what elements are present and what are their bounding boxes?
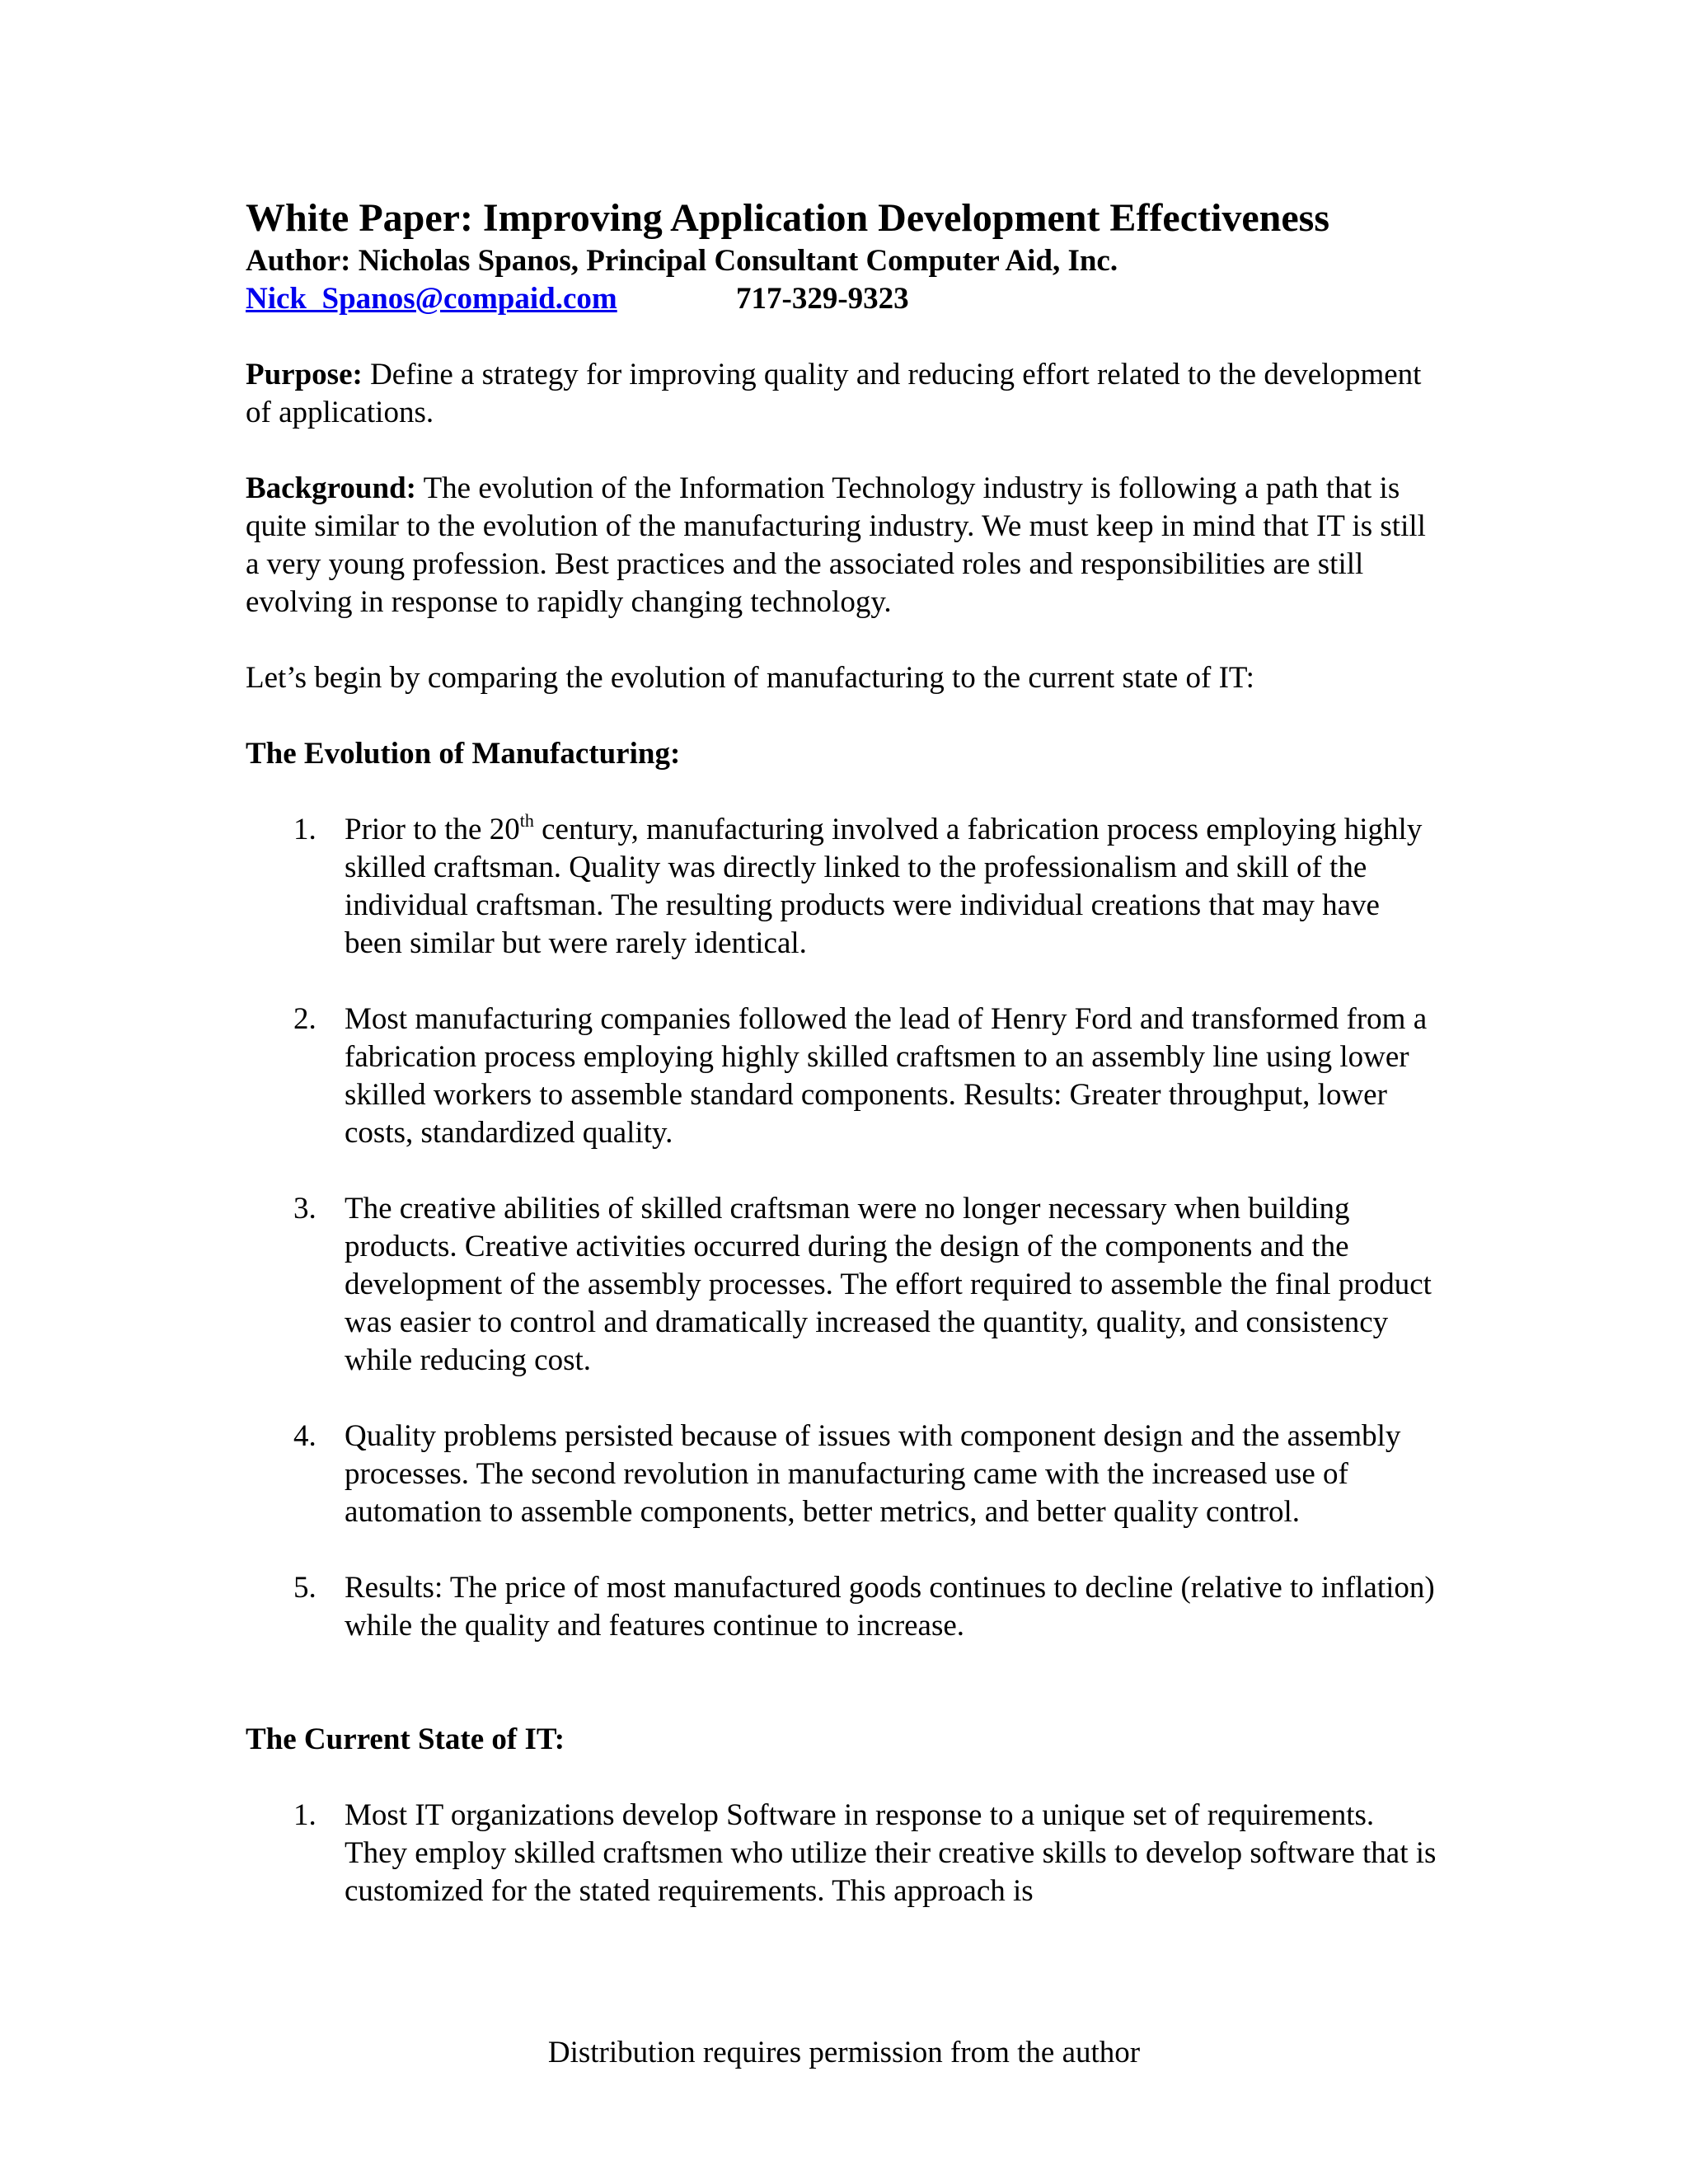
email-link[interactable]: Nick_Spanos@compaid.com: [246, 282, 617, 316]
document-body: [246, 194, 1441, 1910]
list-number: 2.: [293, 1002, 316, 1036]
it-state-list: [246, 1797, 1441, 1910]
page-footer: Distribution requires permission from the author: [547, 2036, 1141, 2069]
background-label: Background:: [246, 471, 416, 505]
superscript: th: [519, 810, 534, 831]
list-number: 1.: [293, 1798, 316, 1832]
intro-paragraph: Let’s begin by comparing the evolution of manufacturing to the current state of IT:: [246, 661, 1254, 695]
list-text: century, manufacturing involved a fabrication process employing highly skilled craftsman. Quality was directly linked to the professionalism and skill of the individual craftsman. The resulting products were individual creations that may have been similar but were rarely identical.: [345, 813, 1423, 960]
list-text: Quality problems persisted because of issues with component design and the assembly processes. The second revolution in manufacturing came with the increased use of automation to assemble components, better metrics, and better quality control.: [345, 1419, 1401, 1529]
it-state-heading: The Current State of IT:: [246, 1722, 565, 1756]
phone-number: 717-329-9323: [736, 282, 909, 316]
list-number: 4.: [293, 1419, 316, 1453]
purpose-label: Purpose:: [246, 358, 363, 391]
contact-line: [246, 280, 1441, 318]
list-number: 1.: [293, 813, 316, 846]
background-paragraph: [246, 470, 1441, 621]
list-number: 3.: [293, 1192, 316, 1226]
manufacturing-list: [246, 811, 1441, 1645]
background-text: The evolution of the Information Technology industry is following a path that is quite similar to the evolution of the manufacturing industry. We must keep in mind that IT is still a very young profession. Best practices and the associated roles and responsibilities are still evolving in response to rapidly changing technology.: [246, 471, 1426, 619]
list-text: Most manufacturing companies followed the lead of Henry Ford and transformed from a fabrication process employing highly skilled craftsmen to an assembly line using lower skilled workers to assemble standard components. Results: Greater throughput, lower costs, standardized quality.: [345, 1002, 1428, 1150]
list-text: Prior to the 20: [345, 813, 520, 846]
list-text: Results: The price of most manufactured goods continues to decline (relative to inflation) while the quality and features continue to increase.: [345, 1571, 1435, 1643]
purpose-text: Define a strategy for improving quality and reducing effort related to the development of applications.: [246, 358, 1422, 429]
list-number: 5.: [293, 1571, 316, 1605]
list-item: [246, 1001, 1441, 1152]
document-title: White Paper: Improving Application Development Effectiveness: [246, 196, 1330, 240]
list-item: [246, 1569, 1441, 1645]
manufacturing-heading: The Evolution of Manufacturing:: [246, 737, 681, 771]
list-item: [246, 811, 1441, 963]
list-item: [246, 1797, 1441, 1910]
purpose-paragraph: [246, 356, 1441, 432]
list-text: Most IT organizations develop Software in response to a unique set of requirements. They employ skilled craftsmen who utilize their creative skills to develop software that is customized for the stated requirements. This approach is: [345, 1798, 1437, 1908]
list-item: [246, 1418, 1441, 1531]
list-item: [246, 1190, 1441, 1380]
list-text: The creative abilities of skilled craftsman were no longer necessary when building products. Creative activities occurred during the design of the components and the development of the assembly processes. The effort required to assemble the final product was easier to control and dramatically increased the quantity, quality, and consistency while reducing cost.: [345, 1192, 1432, 1377]
author-line: Author: Nicholas Spanos, Principal Consultant Computer Aid, Inc.: [246, 244, 1118, 278]
